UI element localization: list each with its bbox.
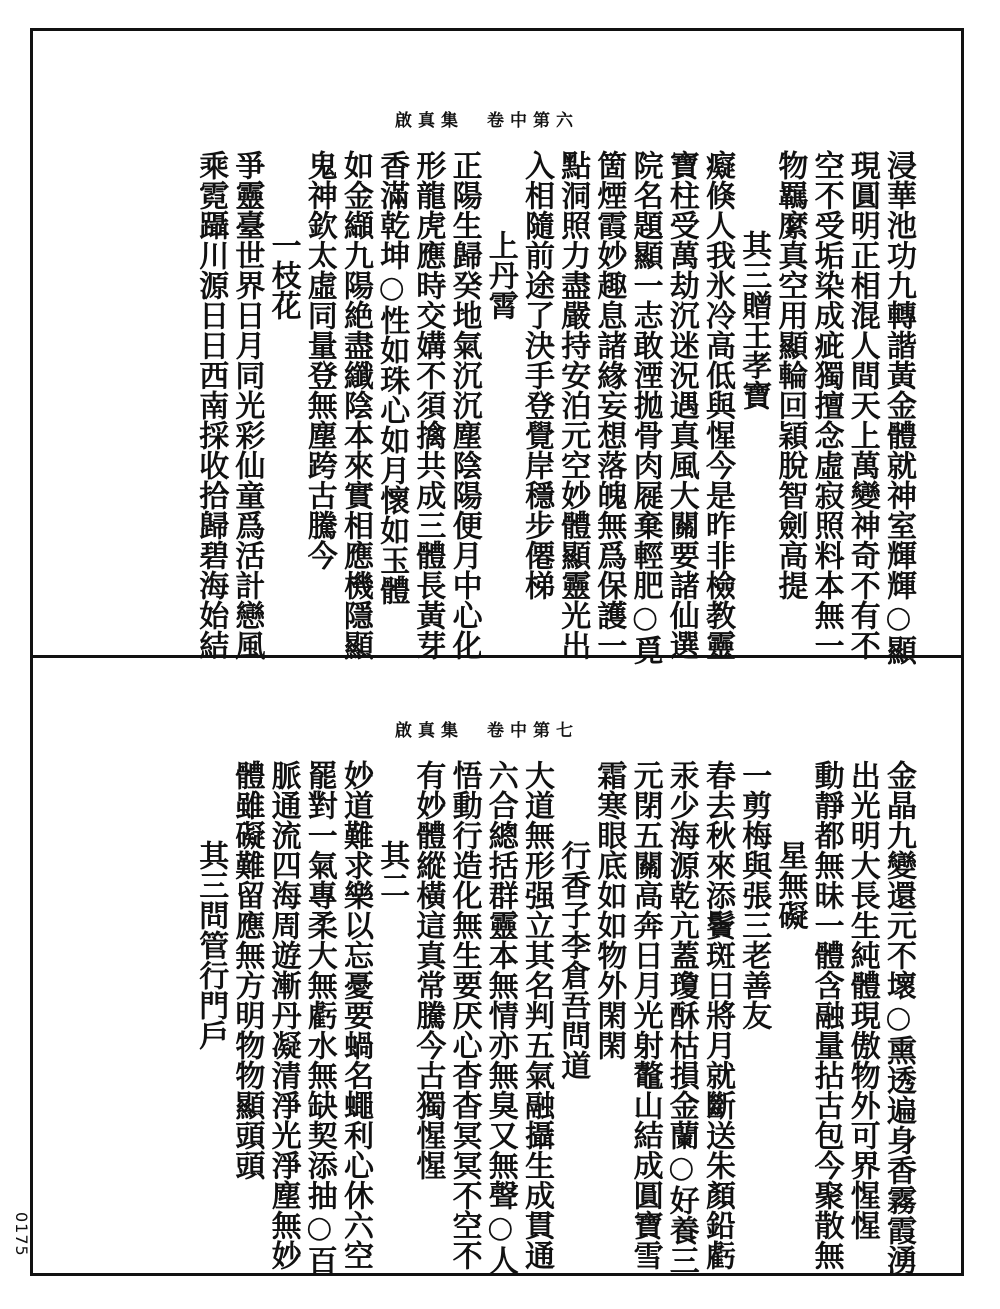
bottom-column-16: 罷對一氣專柔大無虧水無缺契添抽○百 — [301, 760, 337, 1275]
top-column-6: 寶柱受萬劫沉迷況遇真風大關要諸仙選 — [663, 150, 699, 660]
bottom-column-10: 大道無形强立其名判五氣融攝生成貫通 — [519, 760, 554, 1270]
top-column-10: 入相隨前途了決手登覺岸穩步僊梯 — [519, 150, 554, 600]
top-column-15: 如金纈九陽絶盡纖陰本來實相應機隱顯 — [338, 150, 373, 660]
top-column-4: 其三贈王孝寶 — [736, 230, 772, 410]
bottom-column-3: 星無礙 — [772, 840, 808, 930]
bottom-column-7: 元閉五關高奔日月光射鼇山結成圓寶雪 — [627, 760, 663, 1270]
top-column-16: 鬼神欽太虛同量登無塵跨古騰今 — [301, 150, 337, 570]
top-column-12: 正陽生歸癸地氣沉沉塵陰陽便月中心化 — [446, 150, 482, 660]
bottom-column-2: 動靜都無昧一體含融量拈古包今聚散無 — [808, 760, 844, 1270]
top-column-14: 香滿乾坤○性如珠心如月懷如玉體 — [374, 150, 410, 605]
top-column-17: 一枝花 — [265, 230, 301, 320]
bottom-column-9: 行香子李倉吾問道 — [555, 840, 591, 1080]
bottom-column-8: 霜寒眼底如如物外閑閑 — [591, 760, 627, 1060]
bottom-column-19: 其三問管行門戶 — [193, 840, 229, 1050]
page-number: 0175 — [12, 1212, 31, 1257]
bottom-column-18: 體雖礙難留應無方明物物顯頭頭 — [229, 760, 265, 1180]
top-column-9: 點洞照力盡嚴持安泊元空妙體顯靈光出 — [555, 150, 591, 660]
bottom-column-15: 妙道難求樂以忘憂要蝸名蠅利心休六空 — [338, 760, 373, 1270]
top-column-11: 上丹霄 — [482, 230, 518, 320]
bottom-column-11: 六合總括群靈本無情亦無臭又無聲○人 — [482, 760, 518, 1275]
top-column-1: 現圓明正相混人間天上萬變神奇不有不 — [844, 150, 880, 660]
bottom-column-0: 金晶九變還元不壞○熏透遍身香霧霞湧 — [881, 760, 916, 1275]
bottom-column-1: 出光明大長生純體現傲物外可界惺惺 — [844, 760, 880, 1240]
bottom-column-6: 汞少海源乾亢蓋瓊酥枯損金蘭○好養三 — [663, 760, 699, 1275]
top-column-19: 乘霓躡川源日日西南採收拾歸碧海始結 — [193, 150, 229, 660]
bottom-column-13: 有妙體縱橫這真常騰今古獨惺惺 — [410, 760, 446, 1180]
top-column-18: 爭靈臺世界日月同光彩仙童爲活計戀風 — [229, 150, 265, 660]
top-column-0: 浸華池功九轉諧黃金體就神室輝輝○顯 — [881, 150, 916, 665]
top-column-2: 空不受垢染成疵獨擅念虛寂照料本無一 — [808, 150, 844, 660]
top-column-7: 院名題顯一志敢湮拋骨肉屣棄輕肥○覓 — [627, 150, 663, 665]
bottom-column-4: 一剪梅與張三老善友 — [736, 760, 772, 1030]
bottom-column-12: 悟動行造化無生要厌心杳杳冥冥不空不 — [446, 760, 482, 1270]
top-column-5: 癡倏人我氷冷高低與惺今是昨非檢教靈 — [700, 150, 735, 660]
top-column-13: 形龍虎應時交媾不須擒共成三體長黃芽 — [410, 150, 446, 660]
bottom-column-5: 春去秋來添鬢斑日將月就斷送朱顏鉛虧 — [700, 760, 735, 1270]
bottom-column-17: 脈通流四海周遊漸丹凝清淨光淨塵無妙 — [265, 760, 301, 1270]
top-column-3: 物羈縻真空用顯輪回穎脫智劍高提 — [772, 150, 808, 600]
bottom-header: 啟真集 卷中第七 — [395, 721, 579, 741]
top-column-8: 箇煙霞妙趣息諸緣妄想落魄無爲保護一 — [591, 150, 627, 660]
bottom-column-14: 其二 — [374, 840, 410, 900]
top-header: 啟真集 卷中第六 — [395, 111, 579, 131]
